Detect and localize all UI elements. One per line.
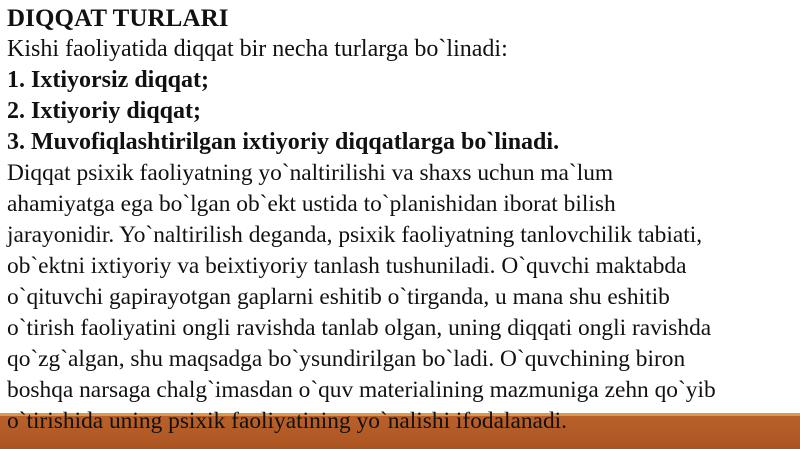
- slide-title: DIQQAT TURLARI: [7, 5, 229, 32]
- slide-content: [7, 4, 797, 437]
- paragraph-line: o`tirish faoliyatini ongli ravishda tanlab olgan, uning diqqati ongli ravishda: [7, 315, 712, 341]
- paragraph-line: o`tirishida uning psixik faoliyatining yo`nalishi ifodalanadi.: [7, 408, 567, 434]
- type-item-2: 2. Ixtiyoriy diqqat;: [7, 98, 202, 124]
- definition-paragraph: [7, 158, 797, 437]
- paragraph-line: qo`zg`algan, shu maqsadga bo`ysundirilgan bo`ladi. O`quvchining biron: [7, 346, 686, 372]
- paragraph-line: ahamiyatga ega bo`lgan ob`ekt ustida to`planishidan iborat bilish: [7, 191, 616, 217]
- type-item-1: 1. Ixtiyorsiz diqqat;: [7, 67, 210, 93]
- paragraph-line: o`qituvchi gapirayotgan gaplarni eshitib o`tirganda, u mana shu eshitib: [7, 284, 670, 310]
- intro-text: Kishi faoliyatida diqqat bir necha turlarga bo`linadi:: [7, 36, 508, 62]
- paragraph-line: boshqa narsaga chalg`imasdan o`quv materialining mazmuniga zehn qo`yib: [7, 377, 716, 403]
- paragraph-line: jarayonidir. Yo`naltirilish deganda, psixik faoliyatning tanlovchilik tabiati,: [7, 222, 703, 248]
- paragraph-line: Diqqat psixik faoliyatning yo`naltirilishi va shaxs uchun ma`lum: [7, 160, 614, 186]
- type-item-3: 3. Muvofiqlashtirilgan ixtiyoriy diqqatlarga bo`linadi.: [7, 129, 560, 155]
- paragraph-line: ob`ektni ixtiyoriy va beixtiyoriy tanlash tushuniladi. O`quvchi maktabda: [7, 253, 687, 279]
